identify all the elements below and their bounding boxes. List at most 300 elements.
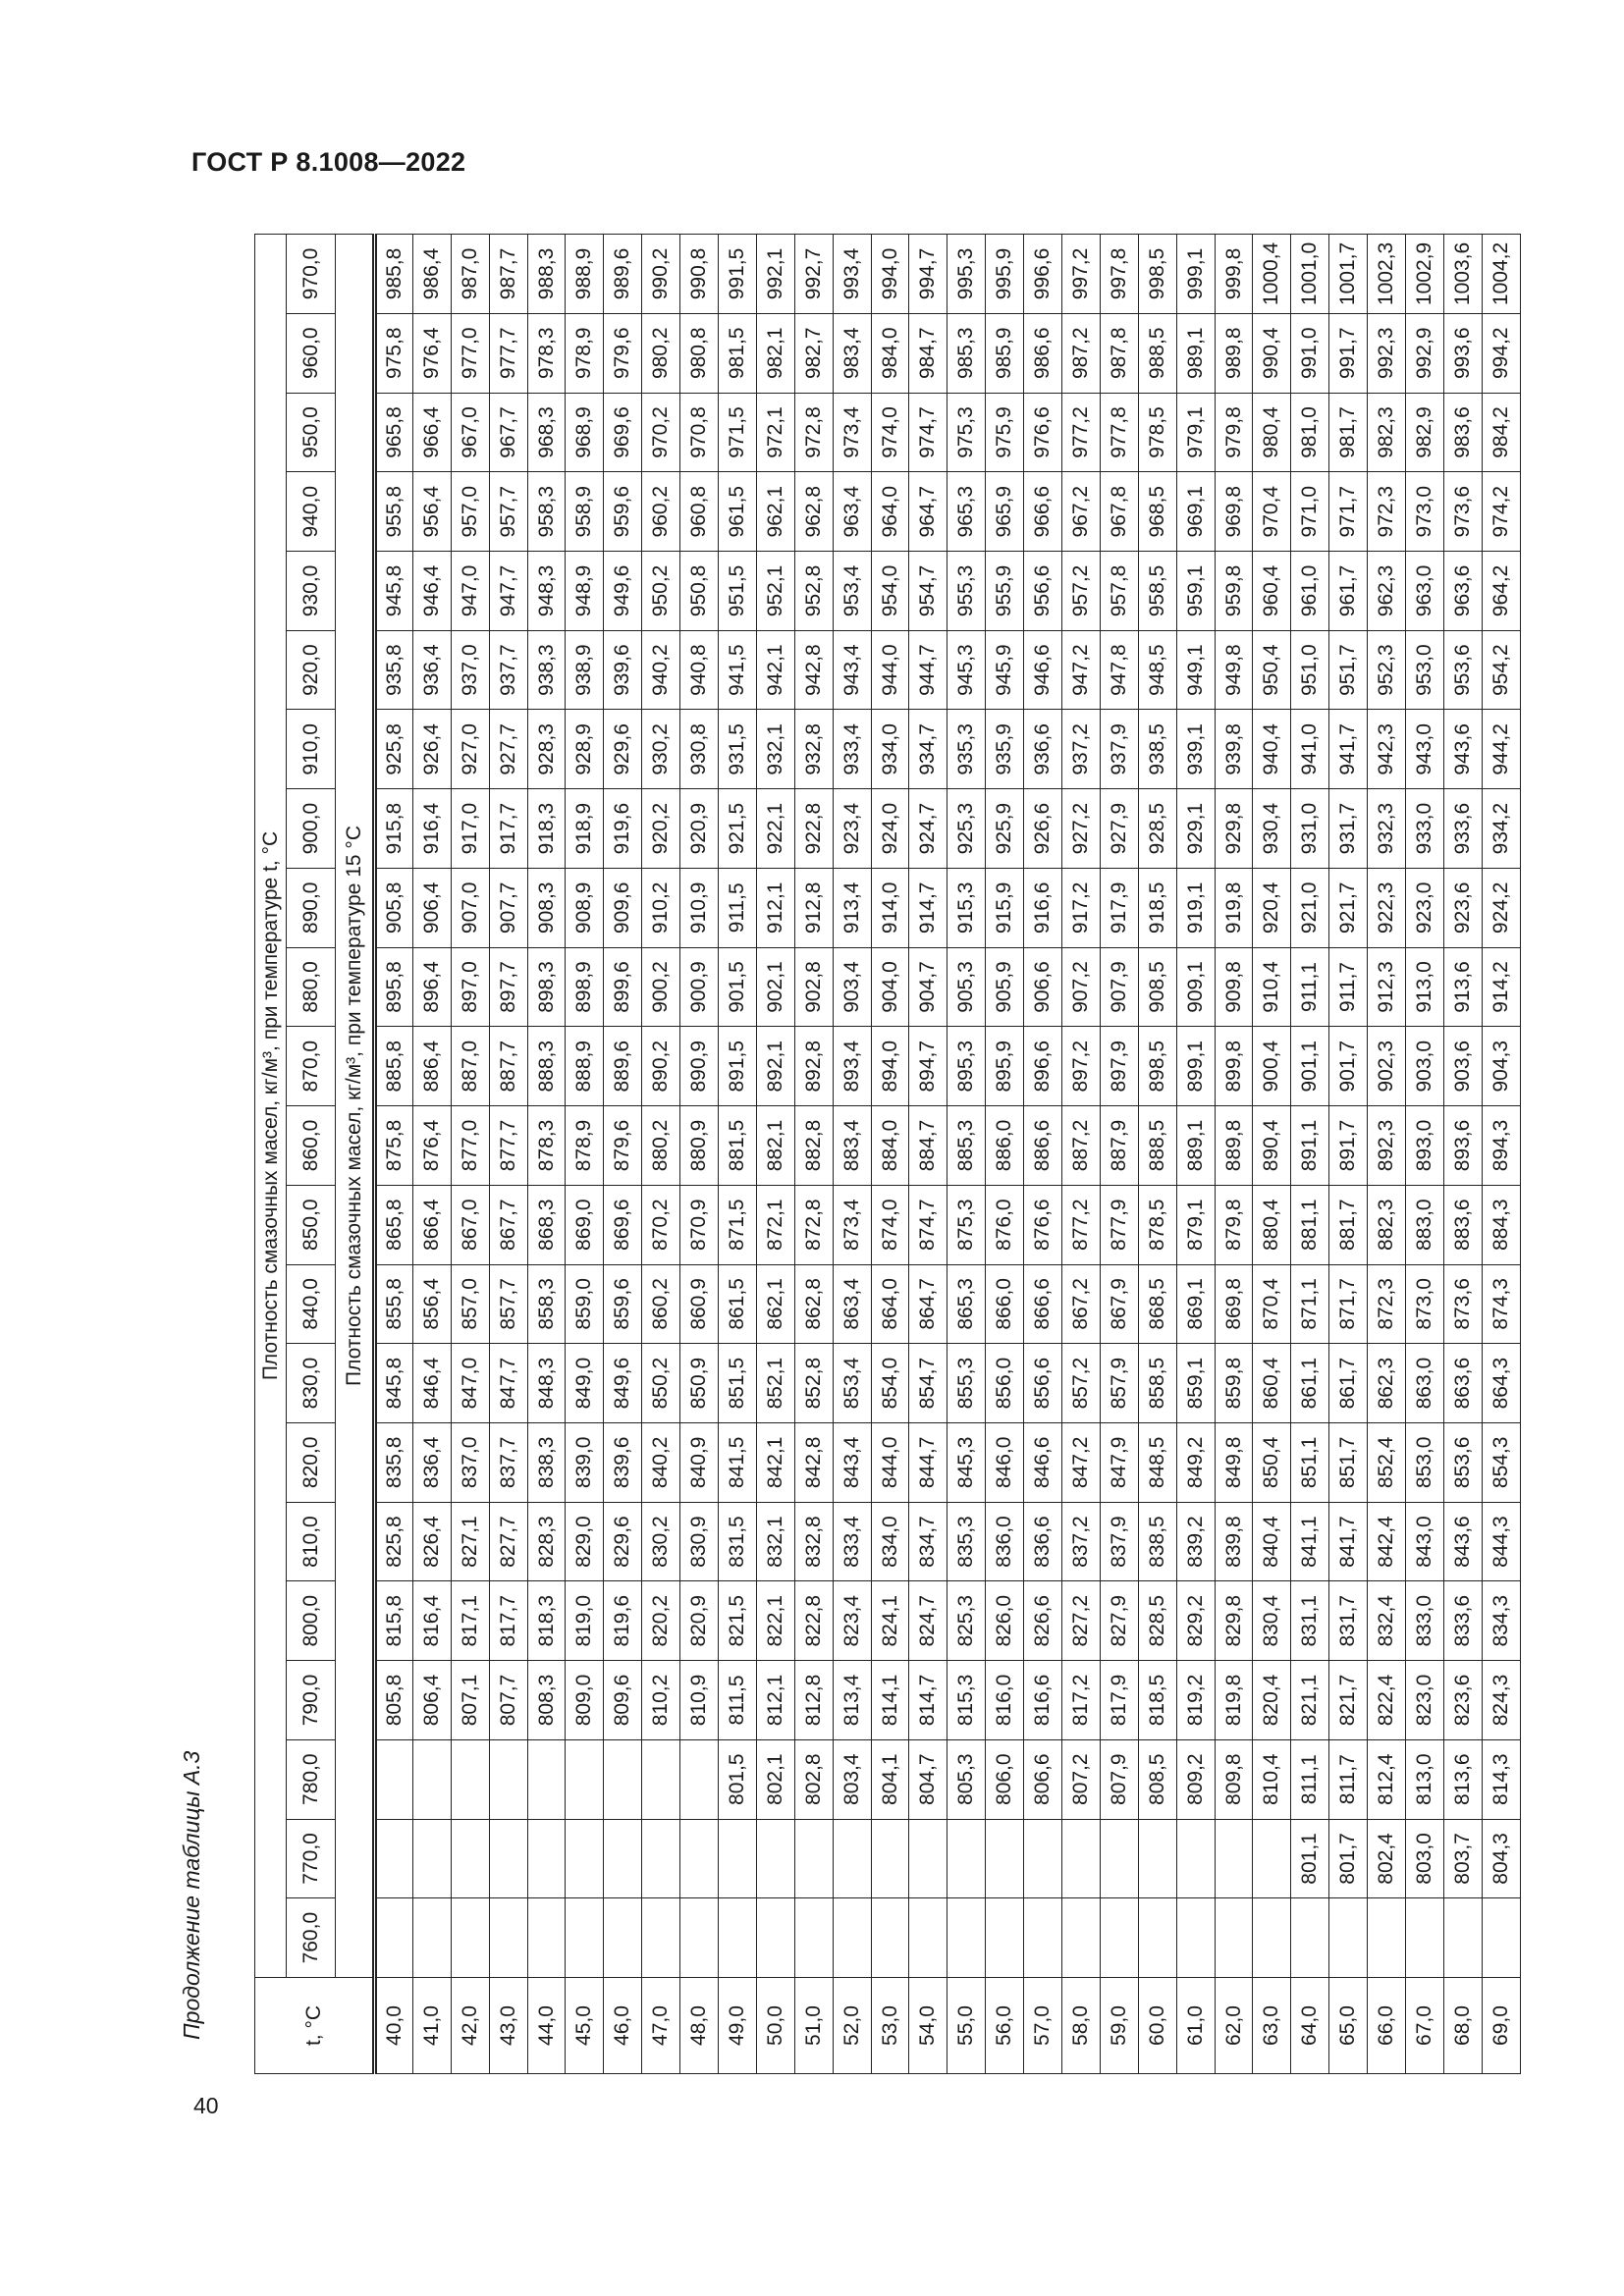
density-value-cell: 973,6 <box>1443 472 1482 552</box>
density-value-cell: 964,0 <box>871 472 909 552</box>
density-value-cell: 932,3 <box>1368 789 1406 869</box>
density-value-cell: 891,1 <box>1291 1106 1329 1186</box>
density-value-cell: 858,3 <box>527 1264 566 1344</box>
density-value-cell: 829,0 <box>566 1502 604 1581</box>
density-value-cell: 818,3 <box>527 1581 566 1661</box>
density-value-cell: 932,8 <box>794 710 833 789</box>
density-value-cell: 812,1 <box>756 1661 794 1740</box>
density-value-cell: 919,6 <box>604 789 642 869</box>
density-value-cell <box>1215 1898 1253 1978</box>
density-value-cell: 911,1 <box>1291 947 1329 1027</box>
density-value-cell: 940,8 <box>680 630 719 710</box>
density-value-cell: 991,5 <box>719 235 757 314</box>
density-value-cell: 825,3 <box>947 1581 986 1661</box>
density-value-cell: 801,5 <box>719 1739 757 1819</box>
density-value-cell: 801,7 <box>1329 1819 1368 1898</box>
density-value-cell: 917,2 <box>1062 868 1101 947</box>
density-value-cell: 926,4 <box>412 710 451 789</box>
density-value-cell: 811,1 <box>1291 1739 1329 1819</box>
density-value-cell: 855,8 <box>375 1264 413 1344</box>
density-value-cell: 908,5 <box>1138 947 1176 1027</box>
density-value-cell: 874,7 <box>909 1185 947 1264</box>
density-value-cell: 908,3 <box>527 868 566 947</box>
density-value-cell: 922,3 <box>1368 868 1406 947</box>
density-value-cell: 854,0 <box>871 1344 909 1423</box>
density-value-cell: 938,3 <box>527 630 566 710</box>
density-value-cell: 914,2 <box>1482 947 1520 1027</box>
density-value-cell <box>642 1898 680 1978</box>
density-value-cell: 975,9 <box>986 393 1024 472</box>
density-value-cell: 927,9 <box>1100 789 1138 869</box>
density-value-cell: 888,5 <box>1138 1106 1176 1186</box>
density-value-cell: 811,7 <box>1329 1739 1368 1819</box>
density-value-cell: 869,6 <box>604 1185 642 1264</box>
density-value-cell: 928,3 <box>527 710 566 789</box>
t-value-cell: 69,0 <box>1482 1978 1520 2074</box>
density-value-cell: 856,4 <box>412 1264 451 1344</box>
density-value-cell: 979,1 <box>1176 393 1215 472</box>
density-value-cell: 899,8 <box>1215 1027 1253 1106</box>
density-value-cell: 832,1 <box>756 1502 794 1581</box>
density-value-cell: 838,5 <box>1138 1502 1176 1581</box>
density-value-cell: 848,5 <box>1138 1422 1176 1502</box>
density-value-cell: 933,4 <box>833 710 871 789</box>
density-value-cell: 861,7 <box>1329 1344 1368 1423</box>
density-value-cell: 826,4 <box>412 1502 451 1581</box>
density-value-cell: 807,7 <box>489 1661 527 1740</box>
density-value-cell: 827,1 <box>451 1502 489 1581</box>
density-value-cell: 871,7 <box>1329 1264 1368 1344</box>
density-value-cell <box>794 1898 833 1978</box>
density-value-cell: 866,4 <box>412 1185 451 1264</box>
density-value-cell: 854,3 <box>1482 1422 1520 1502</box>
density-value-cell: 939,6 <box>604 630 642 710</box>
density-value-cell: 946,6 <box>1024 630 1062 710</box>
density-column-header: 780,0 <box>287 1739 336 1819</box>
density-value-cell: 977,2 <box>1062 393 1101 472</box>
density-value-cell: 852,8 <box>794 1344 833 1423</box>
density-value-cell: 923,4 <box>833 789 871 869</box>
table-row <box>489 235 527 2074</box>
density-value-cell: 849,2 <box>1176 1422 1215 1502</box>
density-column-header: 810,0 <box>287 1502 336 1581</box>
table-row <box>719 235 757 2074</box>
density-value-cell: 850,4 <box>1253 1422 1291 1502</box>
density-value-cell: 929,6 <box>604 710 642 789</box>
density-value-cell: 819,2 <box>1176 1661 1215 1740</box>
density-value-cell: 918,3 <box>527 789 566 869</box>
density-value-cell: 867,0 <box>451 1185 489 1264</box>
density-value-cell: 924,2 <box>1482 868 1520 947</box>
density-value-cell: 830,9 <box>680 1502 719 1581</box>
density-value-cell: 988,3 <box>527 235 566 314</box>
density-value-cell: 950,2 <box>642 552 680 631</box>
density-value-cell <box>871 1819 909 1898</box>
density-column-header: 950,0 <box>287 393 336 472</box>
density-value-cell: 903,6 <box>1443 1027 1482 1106</box>
table-row <box>1291 235 1329 2074</box>
density-value-cell: 959,8 <box>1215 552 1253 631</box>
density-value-cell: 872,8 <box>794 1185 833 1264</box>
density-value-cell: 907,0 <box>451 868 489 947</box>
density-value-cell: 977,7 <box>489 313 527 393</box>
density-value-cell: 841,7 <box>1329 1502 1368 1581</box>
density-value-cell: 899,1 <box>1176 1027 1215 1106</box>
density-value-cell: 943,4 <box>833 630 871 710</box>
density-value-cell: 938,5 <box>1138 710 1176 789</box>
density-value-cell: 857,2 <box>1062 1344 1101 1423</box>
density-value-cell: 957,0 <box>451 472 489 552</box>
density-value-cell: 994,0 <box>871 235 909 314</box>
density-value-cell: 933,0 <box>1406 789 1444 869</box>
density-value-cell: 938,9 <box>566 630 604 710</box>
t-value-cell: 66,0 <box>1368 1978 1406 2074</box>
t-value-cell: 61,0 <box>1176 1978 1215 2074</box>
density-value-cell: 996,6 <box>1024 235 1062 314</box>
document-title: ГОСТ Р 8.1008—2022 <box>191 147 466 177</box>
density-value-cell: 982,9 <box>1406 393 1444 472</box>
density-value-cell <box>1062 1819 1101 1898</box>
density-value-cell: 971,0 <box>1291 472 1329 552</box>
density-value-cell: 814,7 <box>909 1661 947 1740</box>
density-value-cell: 843,0 <box>1406 1502 1444 1581</box>
density-column-header: 800,0 <box>287 1581 336 1661</box>
density-value-cell <box>1253 1898 1291 1978</box>
density-value-cell: 802,1 <box>756 1739 794 1819</box>
density-value-cell: 998,5 <box>1138 235 1176 314</box>
t-value-cell: 54,0 <box>909 1978 947 2074</box>
density-value-cell: 1001,7 <box>1329 235 1368 314</box>
density-value-cell: 892,3 <box>1368 1106 1406 1186</box>
density-value-cell: 839,8 <box>1215 1502 1253 1581</box>
table-row <box>909 235 947 2074</box>
density-value-cell: 907,2 <box>1062 947 1101 1027</box>
density-value-cell <box>986 1898 1024 1978</box>
density-value-cell: 905,3 <box>947 947 986 1027</box>
density-value-cell: 807,2 <box>1062 1739 1101 1819</box>
t-value-cell: 52,0 <box>833 1978 871 2074</box>
density-value-cell: 881,7 <box>1329 1185 1368 1264</box>
density-value-cell: 806,4 <box>412 1661 451 1740</box>
density-value-cell: 845,3 <box>947 1422 986 1502</box>
density-value-cell: 898,3 <box>527 947 566 1027</box>
density-value-cell: 927,2 <box>1062 789 1101 869</box>
density-value-cell: 804,3 <box>1482 1819 1520 1898</box>
density-value-cell: 922,8 <box>794 789 833 869</box>
density-value-cell: 873,4 <box>833 1185 871 1264</box>
density-value-cell: 915,3 <box>947 868 986 947</box>
density-value-cell: 976,6 <box>1024 393 1062 472</box>
density-value-cell <box>604 1739 642 1819</box>
density-value-cell: 962,3 <box>1368 552 1406 631</box>
density-value-cell: 912,3 <box>1368 947 1406 1027</box>
density-value-cell <box>680 1739 719 1819</box>
density-value-cell <box>1100 1819 1138 1898</box>
density-column-header: 960,0 <box>287 313 336 393</box>
density-value-cell: 890,2 <box>642 1027 680 1106</box>
density-value-cell: 904,7 <box>909 947 947 1027</box>
density-value-cell: 867,2 <box>1062 1264 1101 1344</box>
table-row <box>1329 235 1368 2074</box>
density-value-cell: 950,4 <box>1253 630 1291 710</box>
density-value-cell: 981,7 <box>1329 393 1368 472</box>
density-value-cell: 952,8 <box>794 552 833 631</box>
density-value-cell: 803,4 <box>833 1739 871 1819</box>
density-value-cell: 992,1 <box>756 235 794 314</box>
density-column-header: 870,0 <box>287 1027 336 1106</box>
density-value-cell: 922,1 <box>756 789 794 869</box>
density-value-cell: 849,0 <box>566 1344 604 1423</box>
density-value-cell: 968,5 <box>1138 472 1176 552</box>
density-value-cell: 867,7 <box>489 1185 527 1264</box>
density-value-cell: 840,4 <box>1253 1502 1291 1581</box>
density-value-cell: 832,4 <box>1368 1581 1406 1661</box>
table-row <box>1443 235 1482 2074</box>
t-value-cell: 42,0 <box>451 1978 489 2074</box>
density-value-cell: 966,4 <box>412 393 451 472</box>
t-value-cell: 50,0 <box>756 1978 794 2074</box>
density-column-header: 890,0 <box>287 868 336 947</box>
density-value-cell: 951,7 <box>1329 630 1368 710</box>
density-value-cell: 970,4 <box>1253 472 1291 552</box>
density-value-cell: 901,7 <box>1329 1027 1368 1106</box>
density-value-cell: 957,8 <box>1100 552 1138 631</box>
density-value-cell <box>1024 1819 1062 1898</box>
density-column-header: 790,0 <box>287 1661 336 1740</box>
density-value-cell: 953,6 <box>1443 630 1482 710</box>
density-value-cell: 830,4 <box>1253 1581 1291 1661</box>
density-value-cell: 842,4 <box>1368 1502 1406 1581</box>
density-value-cell: 828,5 <box>1138 1581 1176 1661</box>
density-value-cell <box>680 1819 719 1898</box>
density-value-cell: 955,8 <box>375 472 413 552</box>
table-row <box>871 235 909 2074</box>
density-value-cell: 952,3 <box>1368 630 1406 710</box>
density-value-cell: 903,4 <box>833 947 871 1027</box>
density-value-cell: 972,8 <box>794 393 833 472</box>
density-value-cell: 875,8 <box>375 1106 413 1186</box>
density-value-cell: 886,4 <box>412 1027 451 1106</box>
density-value-cell: 862,1 <box>756 1264 794 1344</box>
density-value-cell: 986,4 <box>412 235 451 314</box>
density-value-cell: 847,2 <box>1062 1422 1101 1502</box>
density-value-cell: 971,5 <box>719 393 757 472</box>
density-value-cell: 824,7 <box>909 1581 947 1661</box>
density-value-cell: 979,6 <box>604 313 642 393</box>
density-value-cell: 971,7 <box>1329 472 1368 552</box>
density-value-cell: 862,8 <box>794 1264 833 1344</box>
density-value-cell <box>451 1898 489 1978</box>
density-value-cell: 919,8 <box>1215 868 1253 947</box>
density-value-cell: 841,5 <box>719 1422 757 1502</box>
density-value-cell: 914,7 <box>909 868 947 947</box>
density-value-cell: 838,3 <box>527 1422 566 1502</box>
density-value-cell: 821,7 <box>1329 1661 1368 1740</box>
density-value-cell: 941,7 <box>1329 710 1368 789</box>
table-row <box>1253 235 1291 2074</box>
density-value-cell: 832,8 <box>794 1502 833 1581</box>
density-value-cell: 882,3 <box>1368 1185 1406 1264</box>
density-value-cell: 927,0 <box>451 710 489 789</box>
density-value-cell <box>375 1819 413 1898</box>
density-value-cell: 802,8 <box>794 1739 833 1819</box>
density-value-cell: 837,0 <box>451 1422 489 1502</box>
t-value-cell: 45,0 <box>566 1978 604 2074</box>
density-value-cell: 953,4 <box>833 552 871 631</box>
density-value-cell: 929,1 <box>1176 789 1215 869</box>
density-value-cell: 983,4 <box>833 313 871 393</box>
density-value-cell: 983,6 <box>1443 393 1482 472</box>
table-body <box>375 235 1521 2074</box>
density-value-cell: 941,0 <box>1291 710 1329 789</box>
density-value-cell: 921,5 <box>719 789 757 869</box>
density-value-cell: 837,9 <box>1100 1502 1138 1581</box>
density-value-cell: 901,5 <box>719 947 757 1027</box>
density-value-cell: 913,6 <box>1443 947 1482 1027</box>
density-value-cell: 878,5 <box>1138 1185 1176 1264</box>
density-value-cell: 892,1 <box>756 1027 794 1106</box>
density-value-cell: 865,8 <box>375 1185 413 1264</box>
density-value-cell: 872,3 <box>1368 1264 1406 1344</box>
density-value-cell: 850,2 <box>642 1344 680 1423</box>
density-value-cell: 829,8 <box>1215 1581 1253 1661</box>
density-value-cell: 904,3 <box>1482 1027 1520 1106</box>
density-value-cell: 942,8 <box>794 630 833 710</box>
density-value-cell: 899,6 <box>604 947 642 1027</box>
density-value-cell: 960,4 <box>1253 552 1291 631</box>
t-value-cell: 40,0 <box>375 1978 413 2074</box>
density-value-cell: 860,9 <box>680 1264 719 1344</box>
density-value-cell: 910,9 <box>680 868 719 947</box>
density-value-cell: 1001,0 <box>1291 235 1329 314</box>
t-value-cell: 64,0 <box>1291 1978 1329 2074</box>
density-value-cell: 945,8 <box>375 552 413 631</box>
density-value-cell: 994,2 <box>1482 313 1520 393</box>
density-value-cell: 919,1 <box>1176 868 1215 947</box>
density-value-cell: 994,7 <box>909 235 947 314</box>
density-value-cell: 809,6 <box>604 1661 642 1740</box>
density-value-cell <box>604 1819 642 1898</box>
density-value-cell: 925,9 <box>986 789 1024 869</box>
density-value-cell: 920,2 <box>642 789 680 869</box>
density-value-cell: 851,7 <box>1329 1422 1368 1502</box>
density-value-cell: 900,9 <box>680 947 719 1027</box>
density-value-cell <box>986 1819 1024 1898</box>
density-value-cell: 898,9 <box>566 947 604 1027</box>
density-value-cell: 980,2 <box>642 313 680 393</box>
density-value-cell: 992,7 <box>794 235 833 314</box>
density-value-cell: 924,7 <box>909 789 947 869</box>
density-value-cell: 858,5 <box>1138 1344 1176 1423</box>
density-value-cell: 937,2 <box>1062 710 1101 789</box>
density-value-cell: 866,0 <box>986 1264 1024 1344</box>
density-value-cell: 895,8 <box>375 947 413 1027</box>
density-value-cell: 808,3 <box>527 1661 566 1740</box>
density-value-cell: 997,2 <box>1062 235 1101 314</box>
density-value-cell: 870,2 <box>642 1185 680 1264</box>
density-value-cell: 1003,6 <box>1443 235 1482 314</box>
density-value-cell <box>1176 1898 1215 1978</box>
density-value-cell: 827,9 <box>1100 1581 1138 1661</box>
density-value-cell: 835,3 <box>947 1502 986 1581</box>
density-value-cell: 925,8 <box>375 710 413 789</box>
density-value-cell: 887,7 <box>489 1027 527 1106</box>
density-value-cell: 846,0 <box>986 1422 1024 1502</box>
table-row <box>451 235 489 2074</box>
density-value-cell: 963,4 <box>833 472 871 552</box>
density-value-cell: 923,6 <box>1443 868 1482 947</box>
density-value-cell: 910,2 <box>642 868 680 947</box>
density-value-cell: 935,8 <box>375 630 413 710</box>
density-column-header: 850,0 <box>287 1185 336 1264</box>
density-value-cell: 900,2 <box>642 947 680 1027</box>
density-value-cell: 813,0 <box>1406 1739 1444 1819</box>
density-value-cell: 893,4 <box>833 1027 871 1106</box>
density-value-cell: 809,0 <box>566 1661 604 1740</box>
density-value-cell: 897,2 <box>1062 1027 1101 1106</box>
density-value-cell: 928,9 <box>566 710 604 789</box>
density-value-cell: 846,4 <box>412 1344 451 1423</box>
density-value-cell: 965,3 <box>947 472 986 552</box>
density-value-cell: 912,1 <box>756 868 794 947</box>
density-value-cell: 846,6 <box>1024 1422 1062 1502</box>
density-column-header: 860,0 <box>287 1106 336 1186</box>
density-value-cell: 1002,3 <box>1368 235 1406 314</box>
table-row <box>794 235 833 2074</box>
density-value-cell: 999,8 <box>1215 235 1253 314</box>
density-value-cell: 882,8 <box>794 1106 833 1186</box>
density-value-cell: 936,6 <box>1024 710 1062 789</box>
density-value-cell <box>756 1898 794 1978</box>
density-value-cell: 959,6 <box>604 472 642 552</box>
table-row <box>1215 235 1253 2074</box>
table-row <box>1062 235 1101 2074</box>
density-value-cell: 877,0 <box>451 1106 489 1186</box>
density-value-cell: 954,7 <box>909 552 947 631</box>
density-value-cell: 944,7 <box>909 630 947 710</box>
density-value-cell: 964,2 <box>1482 552 1520 631</box>
density-value-cell <box>642 1739 680 1819</box>
density-value-cell: 947,7 <box>489 552 527 631</box>
density-value-cell: 982,1 <box>756 313 794 393</box>
density-value-cell: 883,6 <box>1443 1185 1482 1264</box>
density-value-cell: 839,6 <box>604 1422 642 1502</box>
t-value-cell: 41,0 <box>412 1978 451 2074</box>
density-value-cell: 843,4 <box>833 1422 871 1502</box>
density-value-cell: 810,9 <box>680 1661 719 1740</box>
density-value-cell: 1002,9 <box>1406 235 1444 314</box>
density-value-cell: 844,3 <box>1482 1502 1520 1581</box>
density-value-cell: 906,6 <box>1024 947 1062 1027</box>
density-value-cell: 894,0 <box>871 1027 909 1106</box>
density-value-cell: 801,1 <box>1291 1819 1329 1898</box>
density-value-cell: 997,8 <box>1100 235 1138 314</box>
density-value-cell: 842,1 <box>756 1422 794 1502</box>
density-value-cell: 880,9 <box>680 1106 719 1186</box>
density-value-cell: 883,4 <box>833 1106 871 1186</box>
density-value-cell: 817,1 <box>451 1581 489 1661</box>
density-value-cell: 861,5 <box>719 1264 757 1344</box>
density-value-cell: 881,1 <box>1291 1185 1329 1264</box>
density-value-cell: 847,9 <box>1100 1422 1138 1502</box>
table-row <box>1406 235 1444 2074</box>
density-value-cell: 967,2 <box>1062 472 1101 552</box>
t-value-cell: 43,0 <box>489 1978 527 2074</box>
t-value-cell: 51,0 <box>794 1978 833 2074</box>
density-value-cell: 982,3 <box>1368 393 1406 472</box>
density-value-cell: 875,3 <box>947 1185 986 1264</box>
density-value-cell: 870,4 <box>1253 1264 1291 1344</box>
